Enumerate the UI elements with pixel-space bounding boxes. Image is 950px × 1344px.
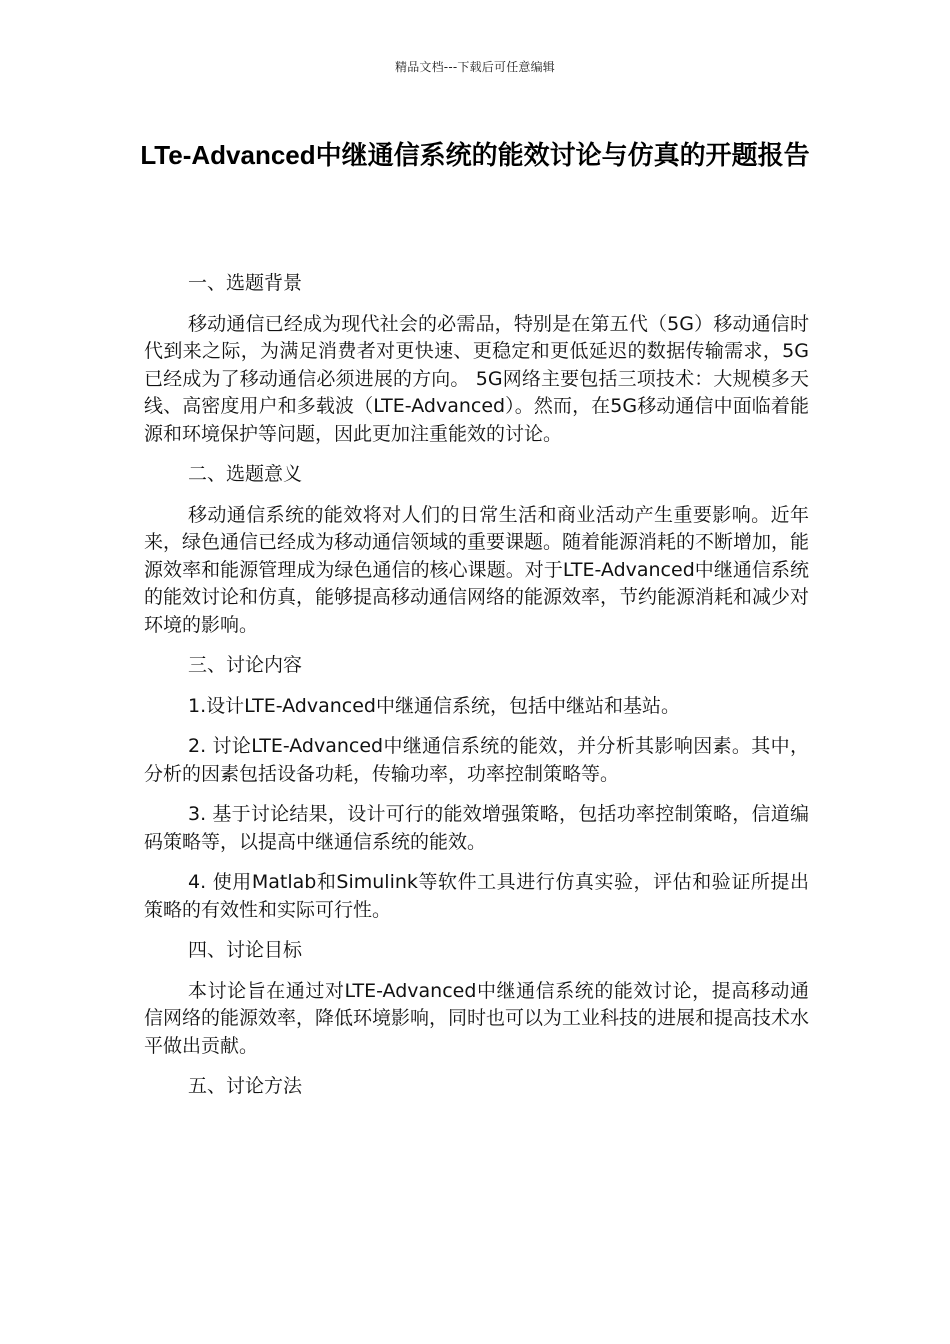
document-title: LTe-Advanced中继通信系统的能效讨论与仿真的开题报告 bbox=[140, 140, 810, 170]
paragraph-background: 移动通信已经成为现代社会的必需品，特别是在第五代（5G）移动通信时代到来之际，为满足消费者对更快速、更稳定和更低延迟的数据传输需求，5G已经成为了移动通信必须进展的方向。 5G网络主要包括三项技术：大规模多天线、高密度用户和多载波（LTE-Advanced）。然而，在5G移动通信中面临着能源和环境保护等问题，因此更加注重能效的讨论。 bbox=[144, 312, 809, 445]
content-item-3: 3. 基于讨论结果，设计可行的能效增强策略，包括功率控制策略，信道编码策略等，以提高中继通信系统的能效。 bbox=[144, 803, 809, 853]
paragraph-significance: 移动通信系统的能效将对人们的日常生活和商业活动产生重要影响。近年来，绿色通信已经成为移动通信领域的重要课题。随着能源消耗的不断增加，能源效率和能源管理成为绿色通信的核心课题。对于LTE-Advanced中继通信系统的能效讨论和仿真，能够提高移动通信网络的能源效率，节约能源消耗和减少对环境的影响。 bbox=[144, 503, 810, 636]
section-heading-methods: 五、讨论方法 bbox=[188, 1075, 303, 1097]
content-item-1: 1.设计LTE-Advanced中继通信系统，包括中继站和基站。 bbox=[188, 694, 680, 717]
document-body bbox=[144, 270, 809, 1114]
section-heading-content: 三、讨论内容 bbox=[188, 654, 303, 676]
paragraph-goals: 本讨论旨在通过对LTE-Advanced中继通信系统的能效讨论，提高移动通信网络的能源效率，降低环境影响，同时也可以为工业科技的进展和提高技术水平做出贡献。 bbox=[144, 979, 810, 1057]
section-heading-background: 一、选题背景 bbox=[188, 272, 303, 294]
content-item-4: 4. 使用Matlab和Simulink等软件工具进行仿真实验，评估和验证所提出策略的有效性和实际可行性。 bbox=[144, 871, 809, 921]
section-heading-goals: 四、讨论目标 bbox=[188, 939, 303, 961]
content-item-2: 2. 讨论LTE-Advanced中继通信系统的能效，并分析其影响因素。其中，分析的因素包括设备功耗，传输功率，功率控制策略等。 bbox=[144, 735, 809, 785]
section-heading-significance: 二、选题意义 bbox=[188, 463, 303, 485]
header-note: 精品文档---下载后可任意编辑 bbox=[395, 60, 555, 74]
